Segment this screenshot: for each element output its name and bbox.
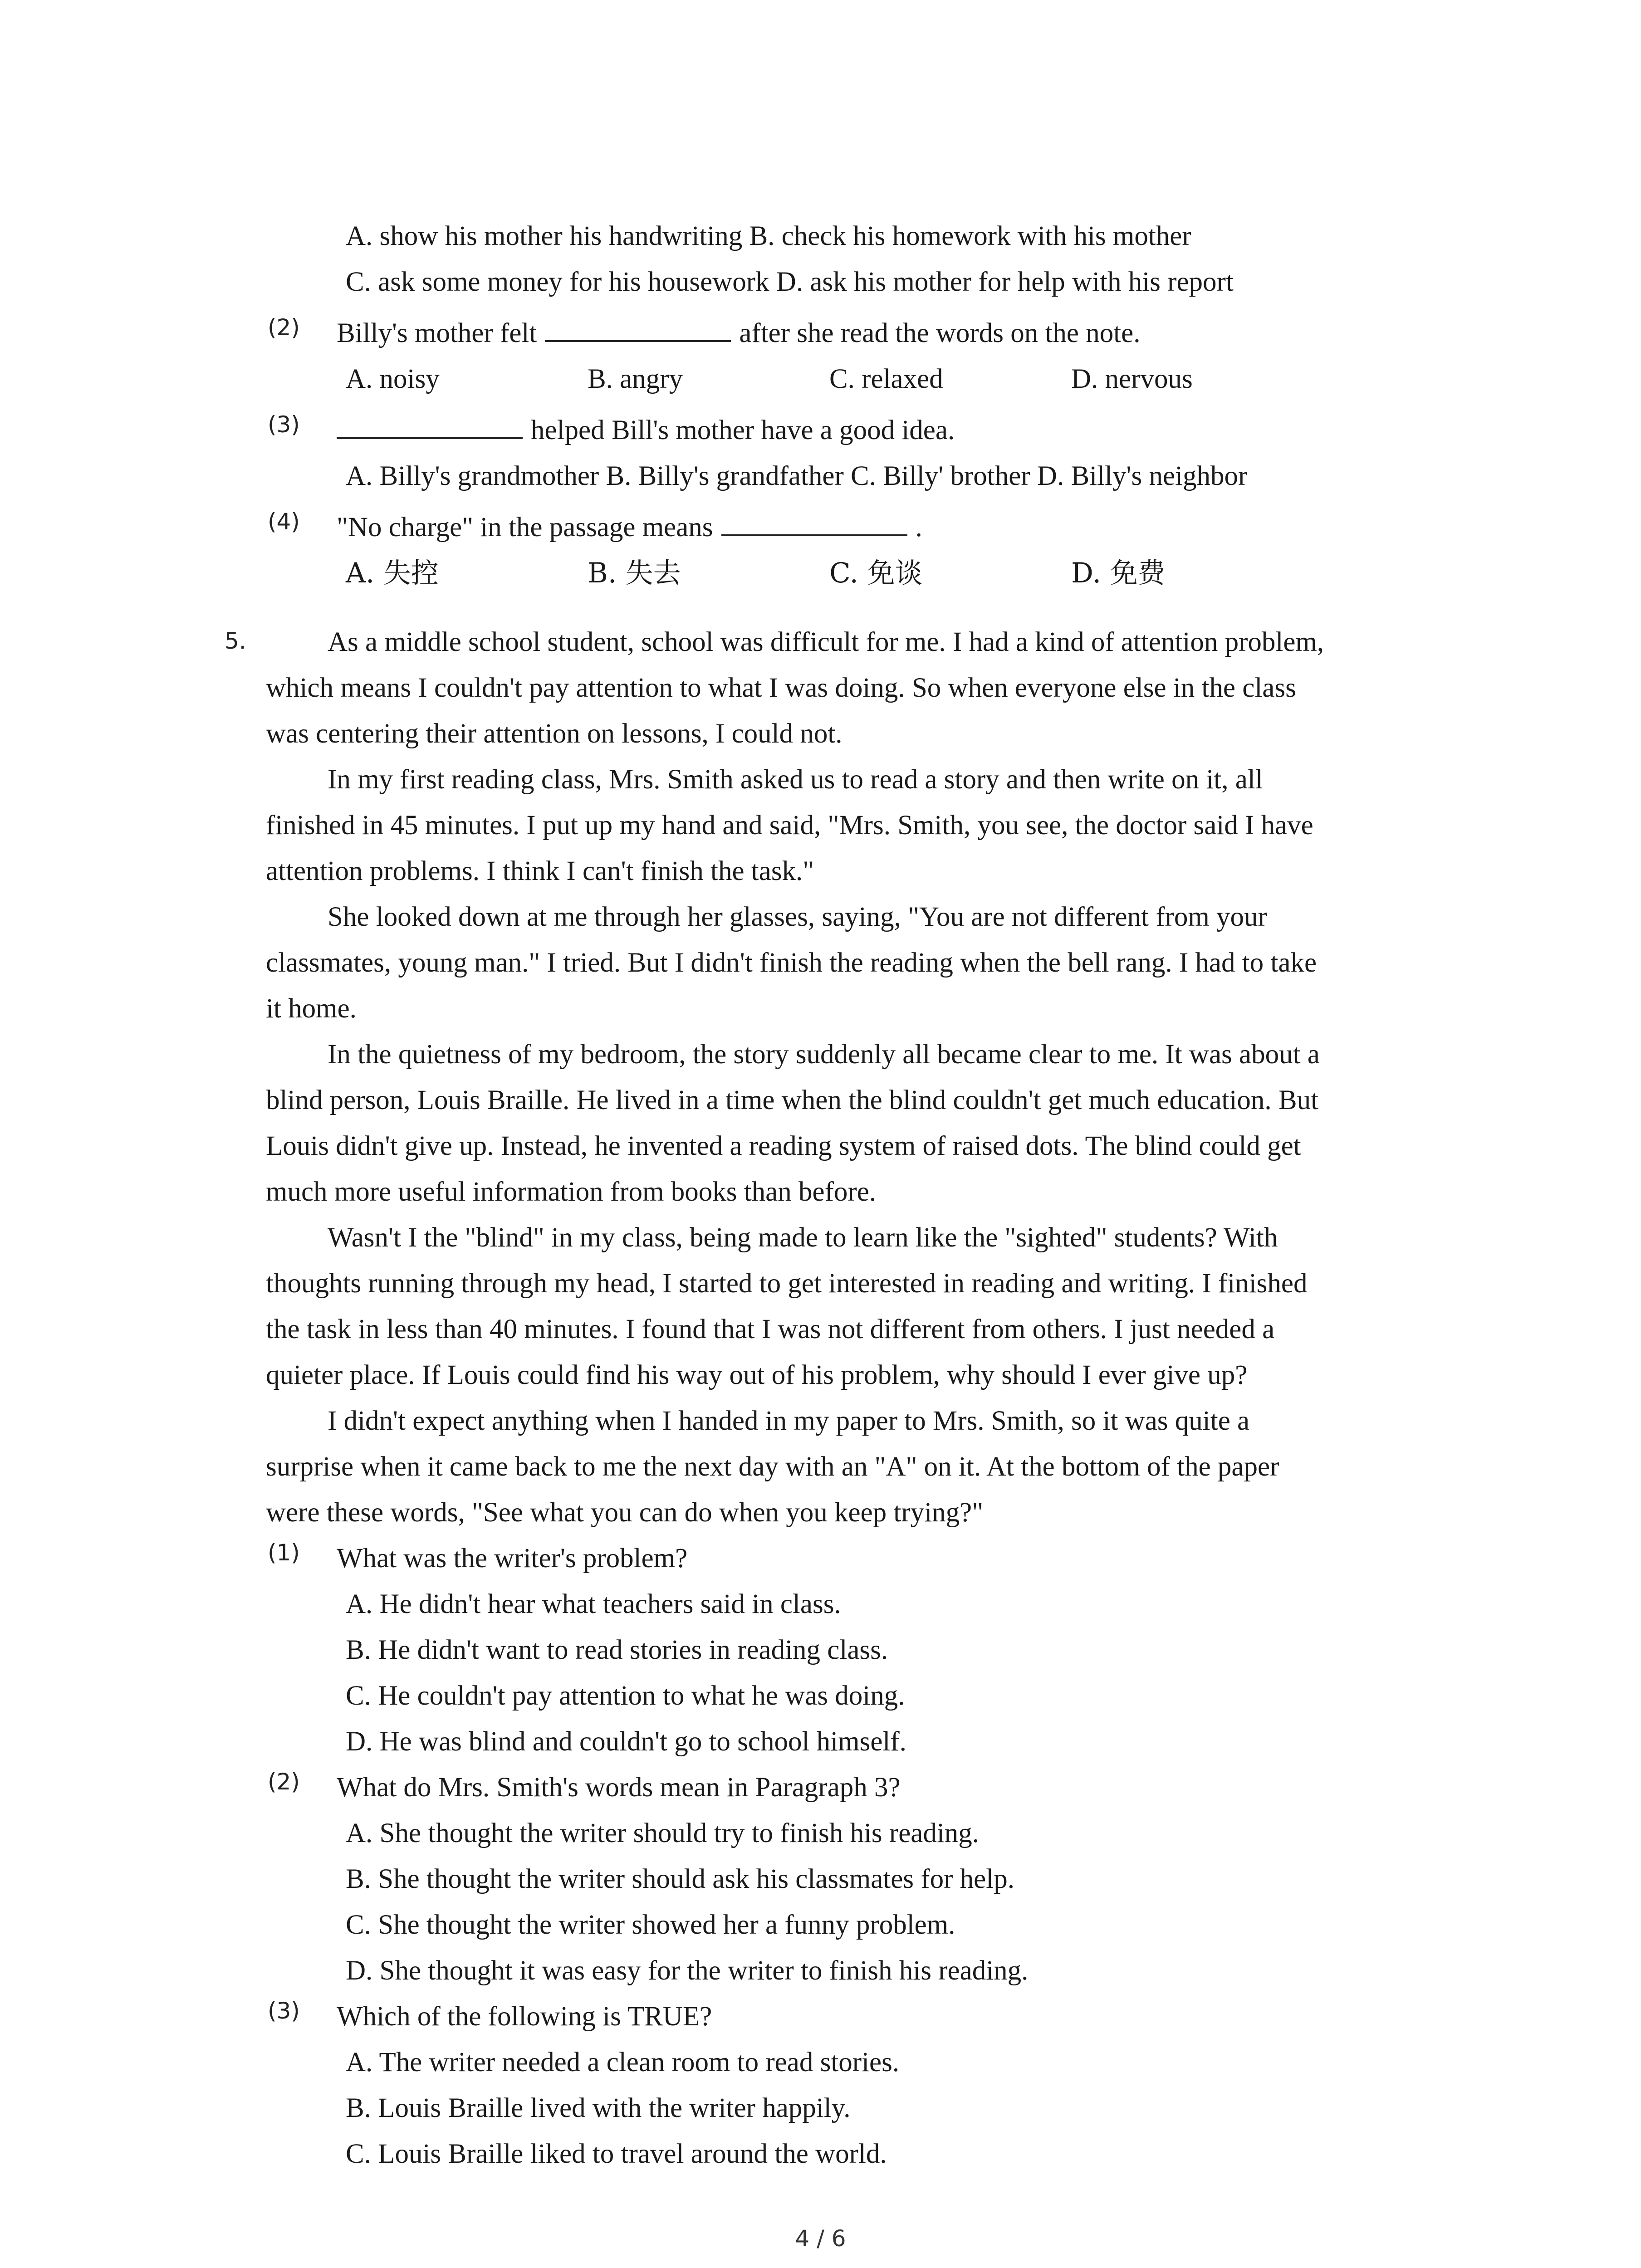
passage-line: which means I couldn't pay attention to what I was doing. So when everyone else in the class xyxy=(266,673,1296,703)
page-number: 4 / 6 xyxy=(795,2225,846,2252)
q3-stem-post: helped Bill's mother have a good idea. xyxy=(531,415,955,445)
question-number: (2) xyxy=(268,1769,300,1795)
passage-line: In the quietness of my bedroom, the story suddenly all became clear to me. It was about a xyxy=(328,1039,1320,1070)
question-number: (2) xyxy=(268,314,300,341)
passage-line: was centering their attention on lessons, I could not. xyxy=(266,719,843,749)
answer-blank xyxy=(721,507,907,536)
q3-stem xyxy=(337,407,955,453)
option-d: D. nervous xyxy=(1071,364,1193,394)
q2-stem-post: after she read the words on the note. xyxy=(739,318,1141,348)
answer-blank xyxy=(545,313,731,342)
option-c: C. She thought the writer showed her a funny problem. xyxy=(346,1910,955,1940)
question-number: (1) xyxy=(268,1540,300,1566)
question-stem: Which of the following is TRUE? xyxy=(337,2001,712,2032)
q4-stem-pre: "No charge" in the passage means xyxy=(337,512,713,543)
question-number: (3) xyxy=(268,1998,300,2024)
answer-blank xyxy=(337,410,523,439)
passage-line: surprise when it came back to me the next day with an "A" on it. At the bottom of the paper xyxy=(266,1452,1279,1482)
option-c: C. He couldn't pay attention to what he was doing. xyxy=(346,1681,905,1711)
passage-line: finished in 45 minutes. I put up my hand and said, "Mrs. Smith, you see, the doctor said I have xyxy=(266,810,1313,841)
option-d: D. She thought it was easy for the writer to finish his reading. xyxy=(346,1955,1029,1986)
option-b: B. Louis Braille lived with the writer happily. xyxy=(346,2093,851,2123)
passage-line: much more useful information from books than before. xyxy=(266,1177,877,1207)
question-number: (4) xyxy=(268,508,300,535)
passage-line: the task in less than 40 minutes. I found that I was not different from others. I just needed a xyxy=(266,1314,1275,1344)
option-c: C. 免谈 xyxy=(829,557,923,589)
question-stem: What do Mrs. Smith's words mean in Paragraph 3? xyxy=(337,1772,901,1803)
option-b: B. 失去 xyxy=(588,557,681,589)
option-d: D. He was blind and couldn't go to school himself. xyxy=(346,1726,906,1757)
passage-line: were these words, "See what you can do when you keep trying?" xyxy=(266,1497,984,1528)
option-b: B. He didn't want to read stories in reading class. xyxy=(346,1635,888,1665)
passage-line: attention problems. I think I can't finish the task." xyxy=(266,856,814,886)
q3-options: A. Billy's grandmother B. Billy's grandfather C. Billy' brother D. Billy's neighbor xyxy=(346,461,1248,491)
passage-number: 5. xyxy=(225,628,246,654)
passage-line: She looked down at me through her glasses, saying, "You are not different from your xyxy=(328,902,1267,932)
option-a: A. 失控 xyxy=(346,557,439,589)
q1-options-row1: A. show his mother his handwriting B. check his homework with his mother xyxy=(346,221,1191,251)
question-number: (3) xyxy=(268,411,300,438)
passage-line: I didn't expect anything when I handed in my paper to Mrs. Smith, so it was quite a xyxy=(328,1406,1250,1436)
option-a: A. She thought the writer should try to finish his reading. xyxy=(346,1818,980,1848)
q2-stem-pre: Billy's mother felt xyxy=(337,318,537,348)
passage-line: Wasn't I the "blind" in my class, being made to learn like the "sighted" students? With xyxy=(328,1222,1278,1253)
q4-stem xyxy=(337,504,922,550)
passage-line: In my first reading class, Mrs. Smith asked us to read a story and then write on it, all xyxy=(328,764,1263,795)
option-b: B. angry xyxy=(588,364,683,394)
passage-line: As a middle school student, school was difficult for me. I had a kind of attention problem, xyxy=(328,627,1324,657)
passage-line: Louis didn't give up. Instead, he invented a reading system of raised dots. The blind could get xyxy=(266,1131,1301,1161)
option-c: C. relaxed xyxy=(829,364,943,394)
option-b: B. She thought the writer should ask his classmates for help. xyxy=(346,1864,1014,1894)
passage-line: it home. xyxy=(266,993,357,1024)
option-a: A. The writer needed a clean room to read stories. xyxy=(346,2047,900,2077)
passage-line: thoughts running through my head, I started to get interested in reading and writing. I finished xyxy=(266,1268,1308,1299)
question-stem: What was the writer's problem? xyxy=(337,1543,688,1574)
passage-line: quieter place. If Louis could find his way out of his problem, why should I ever give up? xyxy=(266,1360,1248,1390)
option-d: D. 免费 xyxy=(1071,557,1166,589)
q2-stem xyxy=(337,310,1141,356)
passage-line: classmates, young man." I tried. But I didn't finish the reading when the bell rang. I had to take xyxy=(266,948,1317,978)
option-a: A. He didn't hear what teachers said in class. xyxy=(346,1589,841,1619)
option-a: A. noisy xyxy=(346,364,440,394)
q4-stem-post: . xyxy=(915,512,922,543)
q1-options-row2: C. ask some money for his housework D. ask his mother for help with his report xyxy=(346,267,1234,297)
option-c: C. Louis Braille liked to travel around the world. xyxy=(346,2139,887,2169)
passage-line: blind person, Louis Braille. He lived in a time when the blind couldn't get much education. But xyxy=(266,1085,1319,1115)
